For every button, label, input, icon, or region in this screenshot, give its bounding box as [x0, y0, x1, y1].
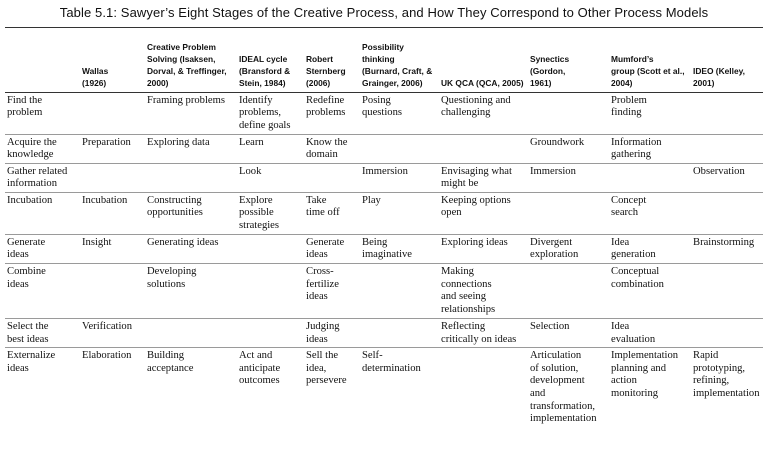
table-cell: Preparation — [82, 136, 131, 148]
table-cell: Making connections and seeing relationships — [441, 266, 496, 315]
table-cell — [237, 264, 304, 319]
table-cell: Know the domain — [306, 136, 348, 161]
header-row — [5, 30, 763, 92]
table-cell: Constructing opportunities — [147, 194, 203, 219]
table-cell: Idea generation — [611, 236, 656, 261]
table-cell: Rapid prototyping, refining, implementation — [693, 350, 760, 400]
table-cell: Externalize ideas — [7, 350, 56, 374]
table-cell: Envisaging what might be — [441, 165, 512, 190]
table-cell: Observation — [693, 165, 745, 177]
table-cell — [145, 319, 237, 348]
table-cell: Gather related information — [7, 165, 68, 190]
table-cell — [439, 348, 528, 430]
table-cell: Developing solutions — [147, 266, 197, 290]
table-cell — [360, 264, 439, 319]
table-cell: Play — [362, 194, 381, 206]
table-row — [5, 92, 763, 134]
table-row — [5, 348, 763, 430]
table-cell: Verification — [82, 321, 133, 333]
table-cell: Learn — [239, 136, 264, 148]
table-cell — [80, 264, 145, 319]
table-cell: Find the problem — [7, 94, 43, 119]
table-cell: Generating ideas — [147, 236, 219, 248]
table-cell: Implementation planning and action monitoring — [611, 350, 679, 400]
table-cell: Building acceptance — [147, 350, 194, 374]
table-cell: Exploring data — [147, 136, 210, 148]
table-cell — [237, 319, 304, 348]
table-row — [5, 264, 763, 319]
table-cell — [691, 134, 763, 163]
table-cell: Articulation of solution, development and transformation, implementation — [530, 350, 597, 425]
table-cell: Elaboration — [82, 350, 132, 362]
table-cell: Generate ideas — [7, 236, 46, 261]
table-cell — [609, 163, 691, 192]
table-cell: Groundwork — [530, 136, 585, 148]
table-cell — [691, 264, 763, 319]
table-title: Table 5.1: Sawyer’s Eight Stages of the Creative Process, and How They Correspond to Other Process Models — [59, 5, 709, 20]
table-cell: Cross- fertilize ideas — [306, 266, 339, 303]
table-cell — [439, 134, 528, 163]
table-cell: Act and anticipate outcomes — [239, 350, 281, 387]
table-cell: Brainstorming — [693, 236, 755, 248]
table-cell: Sell the idea, persevere — [306, 350, 347, 387]
table-row — [5, 234, 763, 263]
table-cell: Combine ideas — [7, 266, 46, 290]
table-cell: Immersion — [530, 165, 576, 177]
header-cell-ideal-cycle: IDEAL cycle (Bransford & Stein, 1984) — [239, 53, 291, 89]
table-cell: Incubation — [7, 194, 53, 206]
table-cell: Explore possible strategies — [239, 194, 280, 232]
table-cell: Conceptual combination — [611, 266, 664, 290]
table-row — [5, 163, 763, 192]
table-cell — [691, 92, 763, 134]
table-cell: Being imaginative — [362, 236, 413, 261]
table-cell: Questioning and challenging — [441, 94, 511, 119]
table-cell: Take time off — [306, 194, 340, 219]
table-cell: Concept search — [611, 194, 647, 219]
table-cell: Divergent exploration — [530, 236, 579, 261]
header-cell-wallas: Wallas (1926) — [82, 66, 109, 89]
table-cell: Acquire the knowledge — [7, 136, 57, 161]
table-cell: Reflecting critically on ideas — [441, 321, 517, 345]
table-cell: Identify problems, define goals — [239, 94, 291, 131]
table-row — [5, 192, 763, 234]
table-cell: Select the best ideas — [7, 321, 49, 345]
table-cell: Generate ideas — [306, 236, 345, 261]
table-cell: Idea evaluation — [611, 321, 656, 345]
header-cell-mumford: Mumford’s group (Scott et al., 2004) — [611, 53, 685, 89]
table-cell: Information gathering — [611, 136, 662, 161]
header-cell-stage — [5, 30, 80, 92]
table-cell: Redefine problems — [306, 94, 346, 119]
table-cell — [80, 92, 145, 134]
table-cell: Insight — [82, 236, 112, 248]
table-cell: Keeping options open — [441, 194, 511, 219]
table-cell: Problem finding — [611, 94, 647, 119]
title-rule — [5, 27, 763, 28]
table-cell — [691, 319, 763, 348]
table-cell — [360, 319, 439, 348]
table-cell — [528, 192, 609, 234]
table-cell — [145, 163, 237, 192]
table-cell: Selection — [530, 321, 570, 333]
table-row — [5, 134, 763, 163]
header-cell-creative-problem-solving: Creative Problem Solving (Isaksen, Dorval, & Treffinger, 2000) — [147, 41, 227, 89]
header-cell-possibility-thinking: Possibility thinking (Burnard, Craft, & Grainger, 2006) — [362, 41, 433, 89]
header-cell-synectics: Synectics (Gordon, 1961) — [530, 53, 570, 89]
table-cell: Framing problems — [147, 94, 225, 106]
table-cell: Look — [239, 165, 262, 177]
table-cell — [80, 163, 145, 192]
table-cell: Posing questions — [362, 94, 403, 119]
table-cell: Judging ideas — [306, 321, 340, 345]
process-models-table — [5, 30, 763, 430]
table-cell — [304, 163, 360, 192]
header-cell-sternberg: Robert Sternberg (2006) — [306, 53, 346, 89]
table-cell — [528, 92, 609, 134]
table-cell — [528, 264, 609, 319]
table-cell — [360, 134, 439, 163]
header-cell-uk-qca: UK QCA (QCA, 2005) — [441, 78, 524, 89]
table-cell: Incubation — [82, 194, 128, 206]
table-cell: Exploring ideas — [441, 236, 508, 248]
header-cell-ideo: IDEO (Kelley, 2001) — [693, 66, 745, 89]
table-cell — [691, 192, 763, 234]
table-cell — [237, 234, 304, 263]
table-cell: Self- determination — [362, 350, 421, 374]
table-cell: Immersion — [362, 165, 408, 177]
table-row — [5, 319, 763, 348]
